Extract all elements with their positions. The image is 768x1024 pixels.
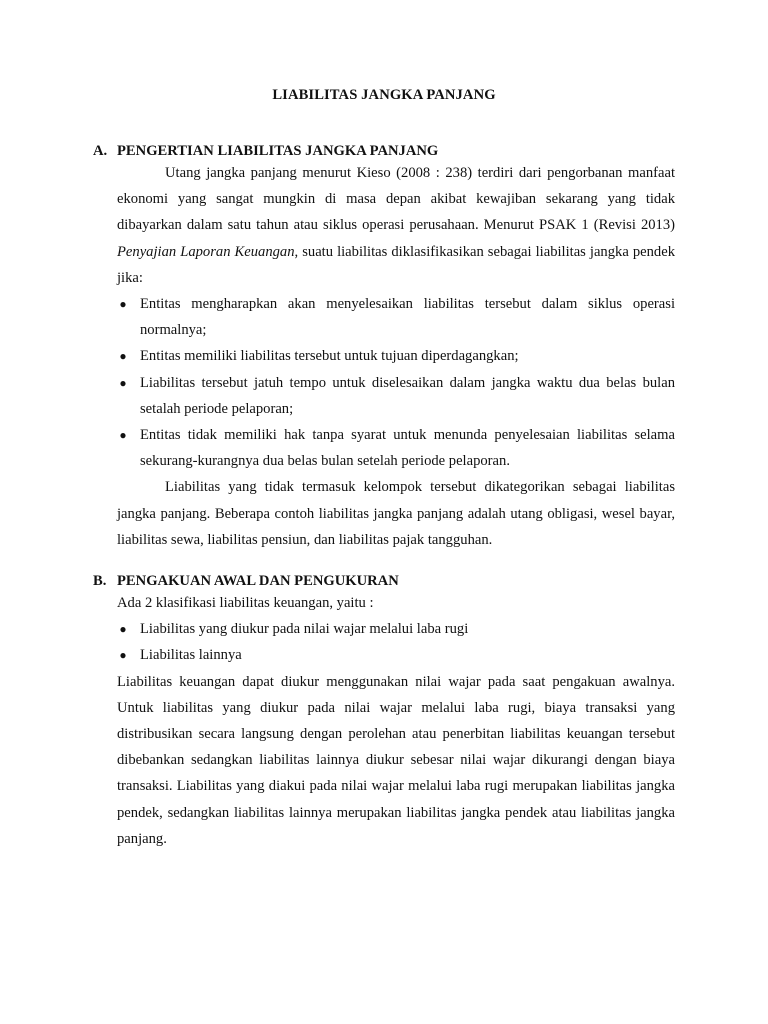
list-item-text: Liabilitas tersebut jatuh tempo untuk diselesaikan dalam jangka waktu dua belas bulan setalah periode pelaporan; [140,374,675,417]
section-a [93,138,675,553]
section-b-intro: Ada 2 klasifikasi liabilitas keuangan, yaitu : [117,595,374,611]
list-item-text: Entitas memiliki liabilitas tersebut untuk tujuan diperdagangkan; [140,348,519,365]
section-a-body [117,160,675,553]
section-a-title: PENGERTIAN LIABILITAS JANGKA PANJANG [117,143,439,159]
bullet-icon: ● [119,297,127,312]
list-item [117,343,675,369]
section-b-body [117,590,675,852]
section-a-paragraph-2: Liabilitas yang tidak termasuk kelompok tersebut dikategorikan sebagai liabilitas jangka panjang. Beberapa contoh liabilitas jangka panjang adalah utang obligasi, wesel bayar, liabilitas sewa, liabilitas pensiun, dan liabilitas pajak tangguhan. [117,479,675,548]
bullet-icon: ● [119,428,127,443]
section-a-bullet-list [117,291,675,474]
bullet-icon: ● [119,648,127,663]
bullet-icon: ● [119,375,127,390]
list-item [117,616,675,642]
section-a-heading [93,138,675,160]
list-item [117,370,675,422]
list-item-text: Liabilitas lainnya [140,647,242,664]
section-b [93,568,675,852]
document-title: LIABILITAS JANGKA PANJANG [272,87,496,103]
list-item [117,422,675,474]
bullet-icon: ● [119,349,127,364]
section-a-paragraph-1-text-end: , suatu liabilitas diklasifikasikan sebagai liabilitas jangka pendek jika: [117,243,675,286]
section-b-paragraph: Liabilitas keuangan dapat diukur menggunakan nilai wajar pada saat pengakuan awalnya. Untuk liabilitas yang diukur pada nilai wajar melalui laba rugi, biaya transaksi yang distribusikan secara langsung dengan perolehan atau penerbitan liabilitas keuangan tersebut dibebankan sedangkan liabilitas lainnya diukur sebesar nilai wajar dikurangi dengan biaya transaksi. Liabilitas yang diakui pada nilai wajar melalui laba rugi merupakan liabilitas jangka pendek, sedangkan liabilitas lainnya merupakan liabilitas jangka pendek atau liabilitas jangka panjang. [117,673,675,847]
section-b-letter: B. [93,573,107,589]
section-a-paragraph-1 [117,160,675,291]
section-b-title: PENGAKUAN AWAL DAN PENGUKURAN [117,573,399,589]
section-a-paragraph-1-text: Utang jangka panjang menurut Kieso (2008 : 238) terdiri dari pengorbanan manfaat ekonomi yang sangat mungkin di masa depan akibat kewajiban sekarang yang tidak dibayarkan dalam satu tahun atau siklus operasi perusahaan. Menurut PSAK 1 (Revisi 2013) [117,165,675,234]
bullet-icon: ● [119,622,127,637]
list-item [117,642,675,668]
section-b-heading [93,568,675,590]
section-b-bullet-list [117,616,675,668]
section-a-letter: A. [93,143,108,159]
list-item [117,291,675,343]
section-a-paragraph-1-italic: Penyajian Laporan Keuangan [117,243,295,260]
list-item-text: Entitas tidak memiliki hak tanpa syarat untuk menunda penyelesaian liabilitas selama sekurang-kurangnya dua belas bulan setelah periode pelaporan. [140,427,675,470]
list-item-text: Liabilitas yang diukur pada nilai wajar melalui laba rugi [140,621,469,638]
list-item-text: Entitas mengharapkan akan menyelesaikan liabilitas tersebut dalam siklus operasi normalnya; [140,296,675,339]
